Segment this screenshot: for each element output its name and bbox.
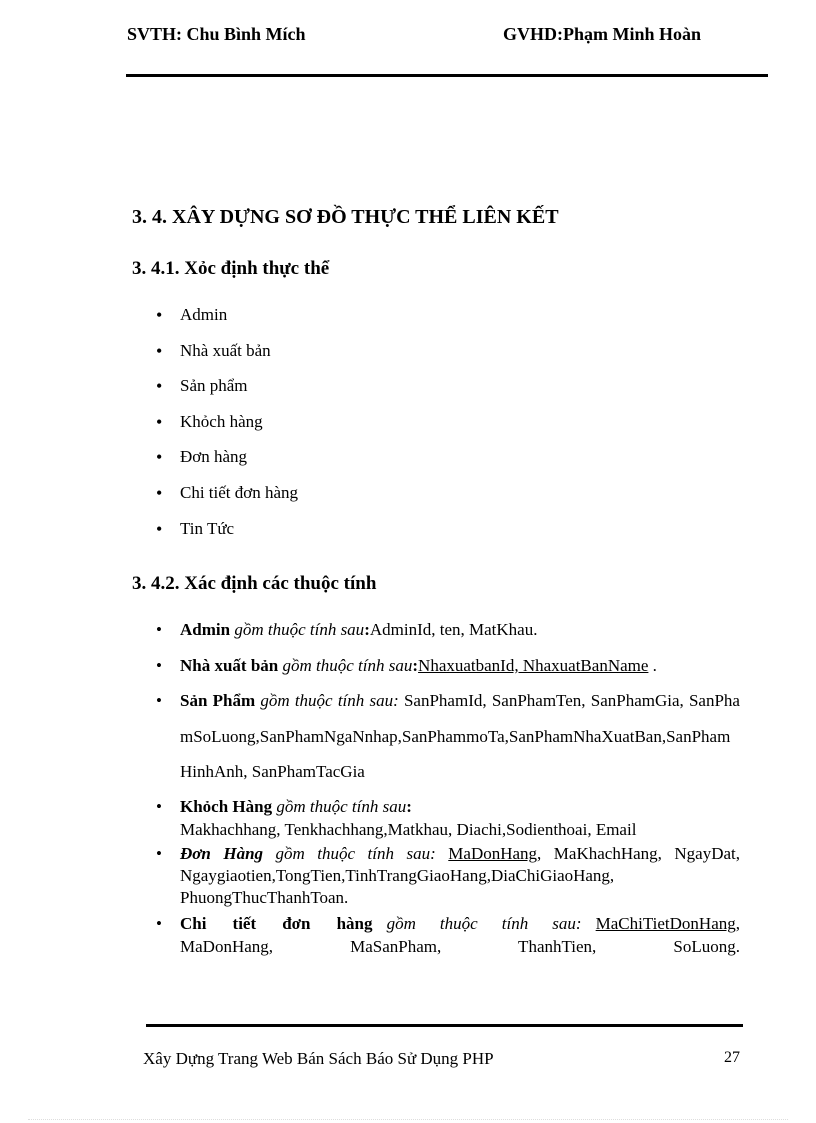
bullet-icon: • [156, 656, 162, 675]
list-item: • Khỏch hàng [156, 412, 298, 448]
subsection-title-entities: 3. 4.1. Xỏc định thực thể [132, 258, 330, 279]
list-item: • Admin [156, 305, 298, 341]
list-item: • Chi tiết đơn hàng [156, 483, 298, 519]
attribute-item-order-detail: • Chi tiết đơn hàng gồm thuộc tính sau: MaChiTietDonHang, MaDonHang, MaSanPham, ThanhTien, SoLuong. [156, 914, 740, 956]
section-title: 3. 4. XÂY DỰNG SƠ ĐỒ THỰC THỂ LIÊN KẾT [132, 206, 559, 228]
page-number: 27 [724, 1049, 740, 1066]
bullet-icon: • [156, 844, 162, 863]
list-item: • Sản phẩm [156, 376, 298, 412]
attribute-item-publisher: • Nhà xuất bản gồm thuộc tính sau:NhaxuatbanId, NhaxuatBanName . [156, 656, 657, 675]
header-student: SVTH: Chu Bình Mích [127, 24, 306, 44]
attribute-item-product: • Sản Phẩm gồm thuộc tính sau: SanPhamId, SanPhamTen, SanPhamGia, SanPhamSoLuong,SanPhamNgaNnhap,SanPhammoTa,SanPhamNhaXuatBan,SanPhamHinhAnh, SanPhamTacGia [156, 691, 740, 790]
page-edge-divider [28, 1119, 788, 1120]
footer-rule [146, 1024, 743, 1027]
bullet-icon: • [156, 797, 162, 816]
footer-title: Xây Dựng Trang Web Bán Sách Báo Sử Dụng PHP [143, 1049, 494, 1068]
entity-list [156, 305, 298, 554]
attribute-item-customer: • Khỏch Hàng gồm thuộc tính sau: Makhachhang, Tenkhachhang,Matkhau, Diachi,Sodienthoai, Email [156, 797, 637, 839]
bullet-icon: • [156, 914, 162, 933]
header-rule [126, 74, 768, 77]
attribute-item-admin: • Admin gồm thuộc tính sau:AdminId, ten, MatKhau. [156, 620, 538, 639]
header-advisor: GVHD:Phạm Minh Hoàn [503, 24, 702, 44]
attribute-item-order: • Đơn Hàng gồm thuộc tính sau: MaDonHang, MaKhachHang, NgayDat, Ngaygiaotien,TongTien,TinhTrangGiaoHang,DiaChiGiaoHang, PhuongThucThanhToan. [156, 844, 740, 907]
bullet-icon: • [156, 691, 162, 710]
list-item: • Tin Tức [156, 519, 298, 555]
subsection-title-attributes: 3. 4.2. Xác định các thuộc tính [132, 573, 377, 594]
bullet-icon: • [156, 620, 162, 639]
list-item: • Đơn hàng [156, 447, 298, 483]
list-item: • Nhà xuất bản [156, 341, 298, 377]
